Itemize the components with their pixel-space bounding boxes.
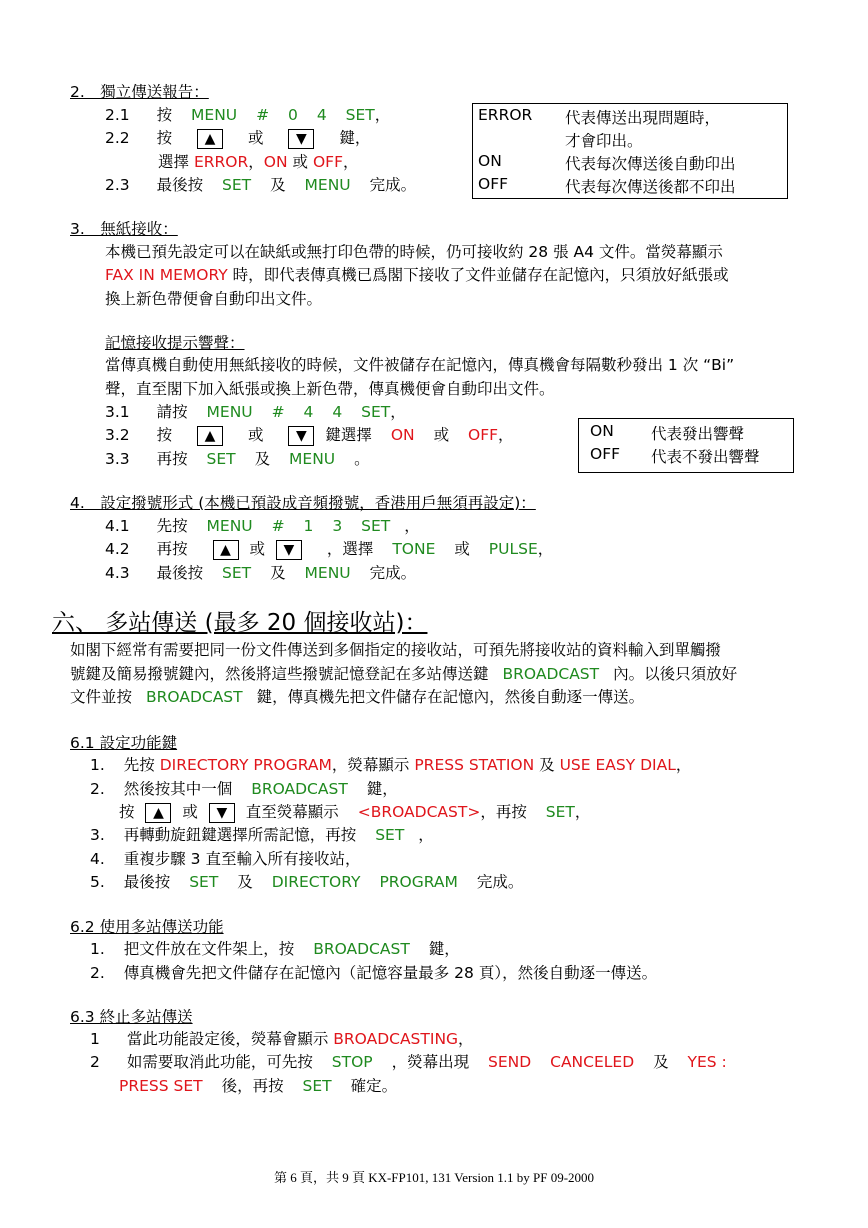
table-key: ON <box>478 152 502 170</box>
subheading: 記憶接收提示響聲： <box>105 334 245 352</box>
table-key: ERROR <box>478 106 533 124</box>
down-arrow-key-icon: ▼ <box>276 540 302 560</box>
subsection-6-2-heading: 6.2 使用多站傳送功能 <box>70 918 224 936</box>
step-4-2: 4.2 再按 ▲ 或 ▼ ，選擇 TONE 或 PULSE， <box>105 540 554 558</box>
list-item: 4. 重複步驟 3 直至輸入所有接收站， <box>90 850 361 868</box>
list-item: 3. 再轉動旋鈕鍵選擇所需記憶，再按 SET ， <box>90 826 434 844</box>
table-value: 代表傳送出現問題時， <box>565 109 721 127</box>
step-4-3: 4.3 最後按 SET 及 MENU 完成。 <box>105 564 417 582</box>
paragraph-line: 如閣下經常有需要把同一份文件傳送到多個指定的接收站，可預先將接收站的資料輸入到單觸撥 <box>70 641 722 659</box>
paragraph-line: 文件並按 BROADCAST 鍵，傳真機先把文件儲存在記憶內，然後自動逐一傳送。 <box>70 688 645 706</box>
paragraph-line: 換上新色帶便會自動印出文件。 <box>105 290 323 308</box>
section-4-heading: 4. 設定撥號形式 (本機已預設成音頻撥號，香港用戶無須再設定)： <box>70 494 536 512</box>
table-key: ON <box>590 422 614 440</box>
list-item: 2. 然後按其中一個 BROADCAST 鍵， <box>90 780 398 798</box>
step-2-2: 2.2 按 ▲ 或 ▼ 鍵， <box>105 129 371 147</box>
down-arrow-key-icon: ▼ <box>288 426 314 446</box>
beep-options-table <box>578 418 794 473</box>
step-4-1: 4.1 先按 MENU # 1 3 SET ， <box>105 517 420 535</box>
section-2-heading: 2. 獨立傳送報告： <box>70 83 209 101</box>
page-footer: 第 6 頁，共 9 頁 KX-FP101, 131 Version 1.1 by PF 09-2000 <box>273 1170 595 1185</box>
report-options-table <box>472 103 788 199</box>
step-2-2-select: 選擇 ERROR，ON 或 OFF， <box>158 153 359 171</box>
step-3-1: 3.1 請按 MENU # 4 4 SET， <box>105 403 406 421</box>
paragraph-line: FAX IN MEMORY 時，即代表傳真機已爲閣下接收了文件並儲存在記憶內，只須放好紙張或 <box>105 266 729 284</box>
list-item: 5. 最後按 SET 及 DIRECTORY PROGRAM 完成。 <box>90 873 524 891</box>
up-arrow-key-icon: ▲ <box>197 129 223 149</box>
table-value: 才會印出。 <box>565 132 643 150</box>
down-arrow-key-icon: ▼ <box>209 803 235 823</box>
table-value: 代表不發出響聲 <box>651 448 760 466</box>
step-3-2: 3.2 按 ▲ 或 ▼ 鍵選擇 ON 或 OFF， <box>105 426 514 444</box>
paragraph-line: 號鍵及簡易撥號鍵內，然後將這些撥號記憶登記在多站傳送鍵 BROADCAST 內。以後只須放好 <box>70 665 738 683</box>
step-2-1: 2.1 按 MENU # 0 4 SET， <box>105 106 391 124</box>
table-value: 代表每次傳送後自動印出 <box>565 155 736 173</box>
list-item: 2 如需要取消此功能，可先按 STOP ，熒幕出現 SEND CANCELED 及 YES : <box>90 1053 727 1071</box>
paragraph-line: 聲，直至閣下加入紙張或換上新色帶，傳真機便會自動印出文件。 <box>105 380 555 398</box>
table-key: OFF <box>590 445 621 463</box>
section-6-title: 六、 多站傳送 (最多 20 個接收站)： <box>52 610 428 636</box>
up-arrow-key-icon: ▲ <box>145 803 171 823</box>
paragraph-line: 當傳真機自動使用無紙接收的時候，文件被儲存在記憶內，傳真機會每隔數秒發出 1 次 “Bi” <box>105 356 735 374</box>
list-item: 1. 先按 DIRECTORY PROGRAM，熒幕顯示 PRESS STATION 及 USE EASY DIAL， <box>90 756 692 774</box>
table-key: OFF <box>478 175 509 193</box>
subsection-6-1-heading: 6.1 設定功能鍵 <box>70 734 178 752</box>
paragraph-line: 本機已預先設定可以在缺紙或無打印色帶的時候，仍可接收約 28 張 A4 文件。當熒幕顯示 <box>105 243 723 261</box>
list-item: 1 當此功能設定後，熒幕會顯示 BROADCASTING， <box>90 1030 474 1048</box>
subsection-6-3-heading: 6.3 終止多站傳送 <box>70 1008 193 1026</box>
list-item-continued: 按 ▲ 或 ▼ 直至熒幕顯示 <BROADCAST>，再按 SET， <box>119 803 591 821</box>
table-value: 代表發出響聲 <box>651 425 745 443</box>
list-item: 1. 把文件放在文件架上，按 BROADCAST 鍵， <box>90 940 460 958</box>
list-item-continued: PRESS SET 後，再按 SET 確定。 <box>119 1077 398 1095</box>
step-2-3: 2.3 最後按 SET 及 MENU 完成。 <box>105 176 417 194</box>
up-arrow-key-icon: ▲ <box>197 426 223 446</box>
list-item: 2. 傳真機會先把文件儲存在記憶內（記憶容量最多 28 頁），然後自動逐一傳送。 <box>90 964 658 982</box>
up-arrow-key-icon: ▲ <box>213 540 239 560</box>
step-3-3: 3.3 再按 SET 及 MENU 。 <box>105 450 370 468</box>
down-arrow-key-icon: ▼ <box>288 129 314 149</box>
table-value: 代表每次傳送後都不印出 <box>565 178 736 196</box>
section-3-heading: 3. 無紙接收： <box>70 220 178 238</box>
